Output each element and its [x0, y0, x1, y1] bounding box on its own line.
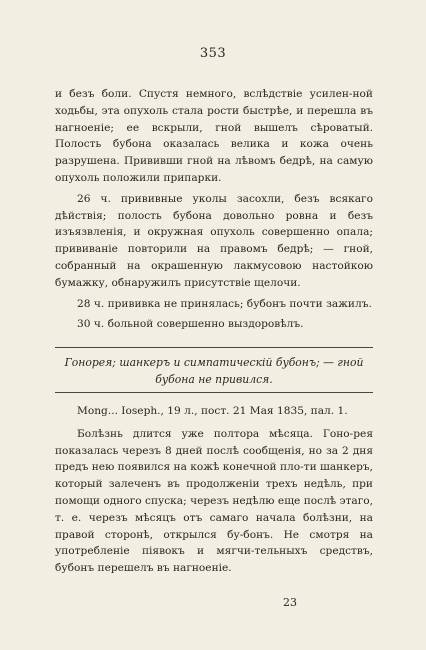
- section-heading: Гонорея; шанкеръ и симпатическій бубонъ; — гной бубона не привился.: [64, 356, 364, 386]
- paragraph: Болѣзнь длится уже полтора мѣсяца. Гоно-рея показалась черезъ 8 дней послѣ сообщенія, но за 2 дня предъ нею появился на кожѣ конечной пло-ти шанкеръ, который залеченъ въ продолженіи трехъ недѣль, при помощи одного спуска; черезъ недѣлю еще послѣ этаго, т. е. черезъ мѣсяцъ отъ самаго начала болѣзни, на правой сторонѣ, открылся бу-бонъ. Не смотря на употребленіе піявокъ и мягчи-тельныхъ средствъ, бубонъ перешелъ въ нагноеніе.: [55, 427, 374, 575]
- paragraph: 28 ч. прививка не принялась; бубонъ почти зажилъ.: [77, 297, 372, 310]
- divider-rule: [55, 392, 373, 393]
- signature-mark: 23: [283, 596, 297, 609]
- text-block-bottom: [55, 403, 373, 577]
- paragraph: 26 ч. прививные уколы засохли, безъ всякаго дѣйствія; полость бубона довольно ровна и безъ изъязвленія, и окружная опухоль совершенно опала; прививаніе повторили на правомъ бедрѣ; — гной, собранный на окрашенную лакмусовою настойкою бумажку, обнаружилъ присутствіе щелочи.: [55, 192, 373, 289]
- text-block-top: [55, 86, 373, 333]
- case-header: Mong... Ioseph., 19 л., пост. 21 Мая 1835, пал. 1.: [77, 405, 348, 417]
- paragraph: 30 ч. больной совершенно выздоровѣлъ.: [77, 318, 304, 331]
- page-number: 353: [199, 46, 227, 61]
- paragraph: и безъ боли. Спустя немного, вслѣдствіе усилен-ной ходьбы, эта опухоль стала рости быстрѣе, и перешла въ нагноеніе; ее вскрыли, гной вышелъ сѣроватый. Полость бубона оказалась велика и кожа очень разрушена. Прививши гной на лѣвомъ бедрѣ, на самую опухоль положили припарки.: [55, 88, 373, 184]
- divider-rule: [55, 347, 373, 348]
